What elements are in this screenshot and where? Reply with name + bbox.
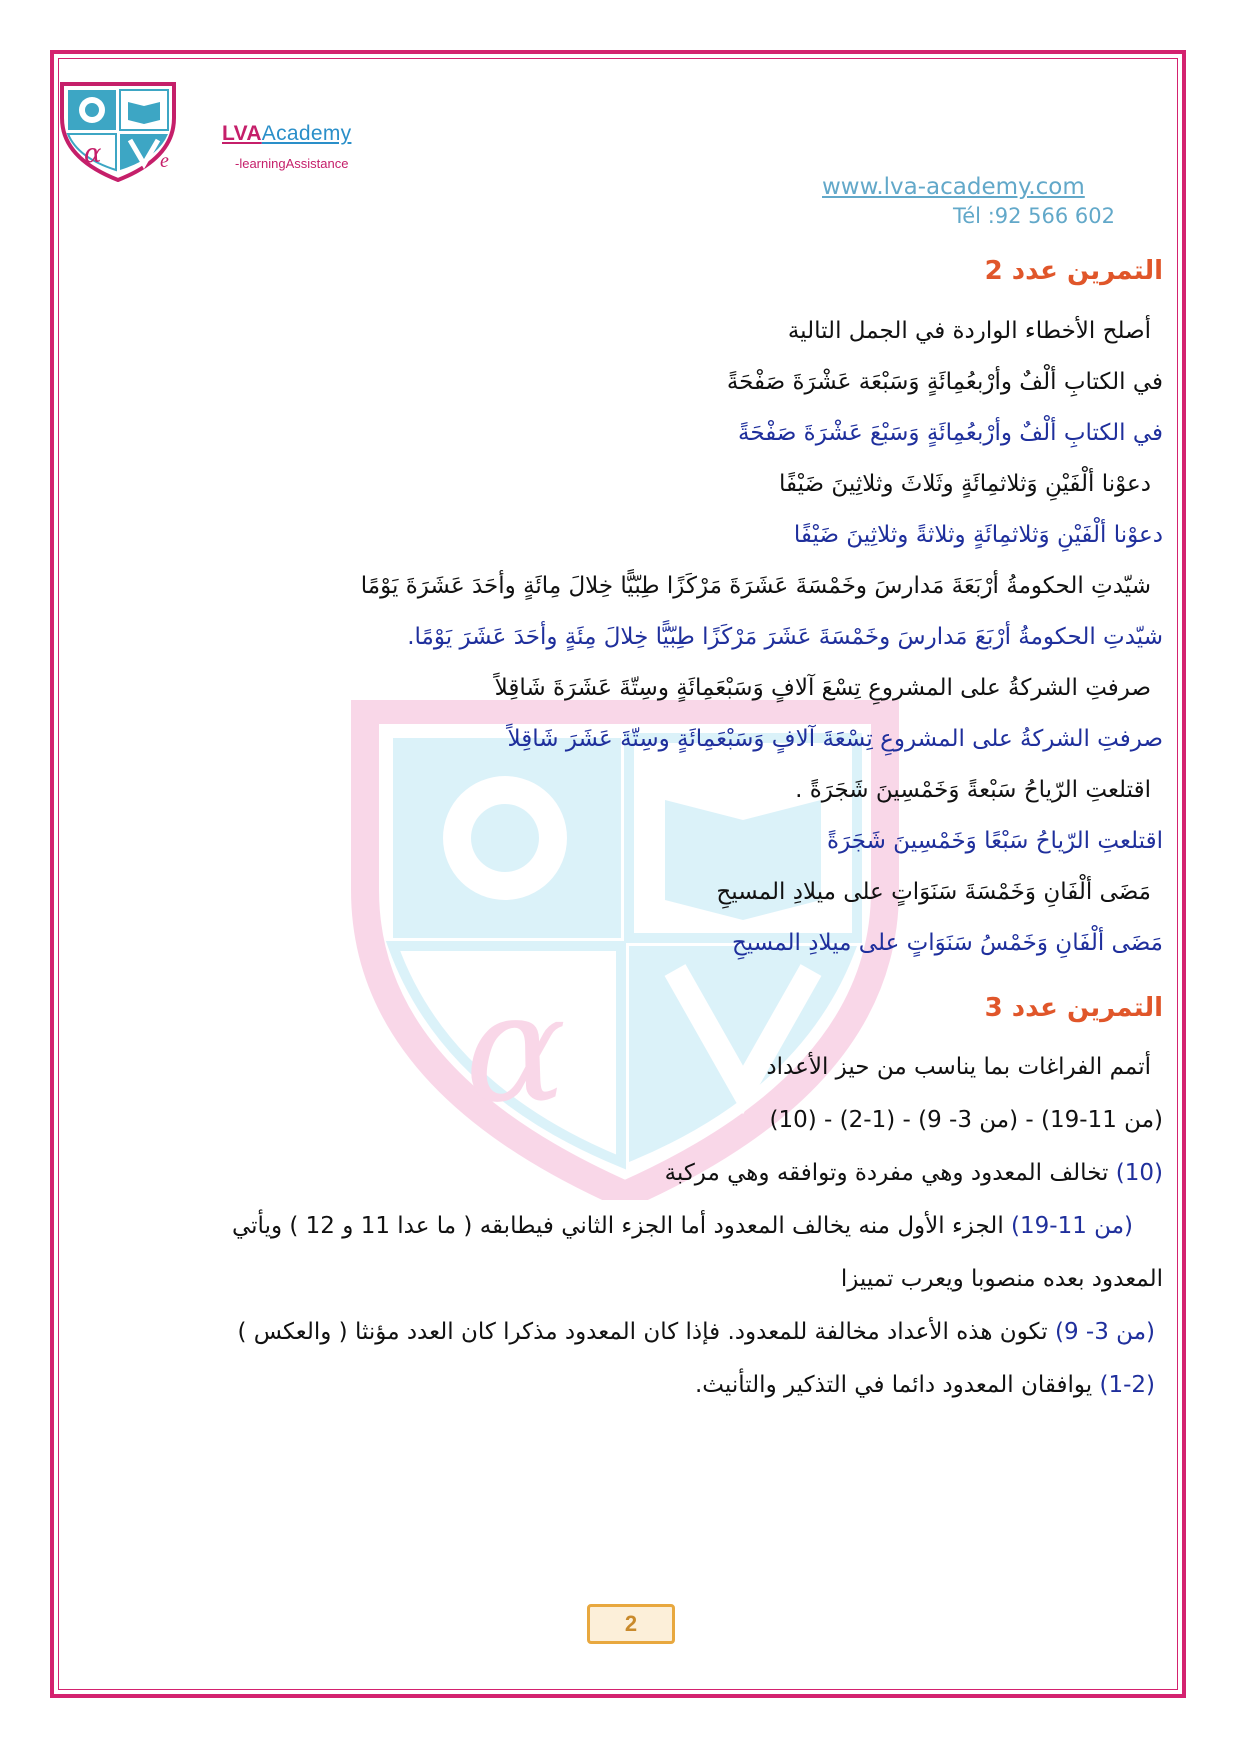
exercise-2-line: صرفتِ الشركةُ على المشروعِ تِسْعَ آلافٍ وَسَبْعَمِائَةٍ وسِتّةَ عَشَرَةَ شَاقِلاً: [494, 675, 1151, 701]
exercise-2-instruction: أصلح الأخطاء الواردة في الجمل التالية: [787, 318, 1151, 344]
exercise-2-correction: مَضَى ألْفَانِ وَخَمْسُ سَنَوَاتٍ على ميلادِ المسيحِ: [731, 930, 1163, 956]
exercise-2-correction: شيّدتِ الحكومةُ أرْبَعَ مَدارسَ وخَمْسَةَ عَشَرَ مَرْكَزًا طِبّيًّا خِلالَ مِئَةٍ وأحَدَ عَشَرَ يَوْمًا.: [407, 624, 1163, 650]
exercise-2-line: دعوْنا ألْفَيْنِ وَثلاثمِائَةٍ وثَلاثَ وثلاثِينَ ضَيْفًا: [778, 471, 1151, 497]
exercise-2-line: اقتلعتِ الرّياحُ سَبْعةً وَخَمْسِينَ شَجَرَةً .: [795, 777, 1151, 803]
explanation-line: [841, 1266, 1163, 1292]
exercise-3-instruction: أتمم الفراغات بما يناسب من حيز الأعداد: [766, 1054, 1151, 1080]
website-link[interactable]: www.lva-academy.com: [822, 174, 1085, 200]
explanation-text: تخالف المعدود وهي مفردة وتوافقه وهي مركبة: [664, 1160, 1116, 1186]
brand-lva: LVA: [222, 122, 262, 145]
explanation-label: (من 11-19): [1011, 1213, 1133, 1239]
explanation-label: (من 3- 9): [1054, 1319, 1155, 1345]
svg-text:α: α: [84, 139, 102, 169]
explanation-label: (10): [1115, 1160, 1163, 1186]
brand-academy: Academy: [261, 122, 352, 145]
exercise-2-line: شيّدتِ الحكومةُ أرْبَعَةَ مَدارسَ وخَمْسَةَ عَشَرَةَ مَرْكَزًا طِبّيًّا خِلالَ مِائَةٍ وأحَدَ عَشَرَةَ يَوْمًا: [360, 573, 1151, 599]
brand-tagline: -learningAssistance: [235, 156, 349, 171]
exercise-2-correction: اقتلعتِ الرّياحُ سَبْعًا وَخَمْسِينَ شَجَرَةً: [827, 828, 1163, 854]
explanation-text: يوافقان المعدود دائما في التذكير والتأنيث.: [694, 1372, 1100, 1398]
logo-letter: e: [160, 150, 169, 172]
exercise-2-correction: في الكتابِ ألْفٌ وأرْبعُمِائَةٍ وَسَبْعَ عَشْرَةَ صَفْحَةً: [738, 420, 1163, 446]
explanation-text: تكون هذه الأعداد مخالفة للمعدود. فإذا كان المعدود مذكرا كان العدد مؤنثا ( والعكس ): [237, 1319, 1055, 1345]
exercise-3-title: التمرين عدد 3: [984, 993, 1163, 1023]
explanation-line: [665, 1160, 1163, 1186]
explanation-label: (1-2): [1099, 1372, 1155, 1398]
svg-text:α: α: [465, 962, 567, 1136]
exercise-2-line: مَضَى ألْفَانِ وَخَمْسَةَ سَنَوَاتٍ على ميلادِ المسيحِ: [716, 879, 1151, 905]
phone-number: Tél :92 566 602: [953, 204, 1116, 228]
exercise-2-correction: صرفتِ الشركةُ على المشروعِ تِسْعَةَ آلافٍ وَسَبْعَمِائَةٍ وسِتّةَ عَشَرَ شَاقِلاً: [507, 726, 1163, 752]
exercise-2-line: في الكتابِ ألْفٌ وأرْبعُمِائَةٍ وَسَبْعَة عَشْرَةَ صَفْحَةً: [726, 369, 1163, 395]
explanation-line: [237, 1319, 1155, 1345]
explanation-text: الجزء الأول منه يخالف المعدود أما الجزء الثاني فيطابقه ( ما عدا 11 و 12 ) ويأتي: [231, 1213, 1012, 1239]
exercise-2-correction: دعوْنا ألْفَيْنِ وَثلاثمِائَةٍ وثلاثةً وثلاثِينَ ضَيْفًا: [793, 522, 1163, 548]
explanation-text: المعدود بعده منصوبا ويعرب تمييزا: [840, 1266, 1163, 1292]
content: [95, 0, 1163, 1754]
exercise-3-categories: (من 11-19) - (من 3- 9) - (1-2) - (10): [769, 1107, 1163, 1133]
explanation-line: [695, 1372, 1155, 1398]
explanation-line: [232, 1213, 1133, 1239]
exercise-2-title: التمرين عدد 2: [984, 256, 1163, 286]
page-number: 2: [587, 1604, 675, 1644]
